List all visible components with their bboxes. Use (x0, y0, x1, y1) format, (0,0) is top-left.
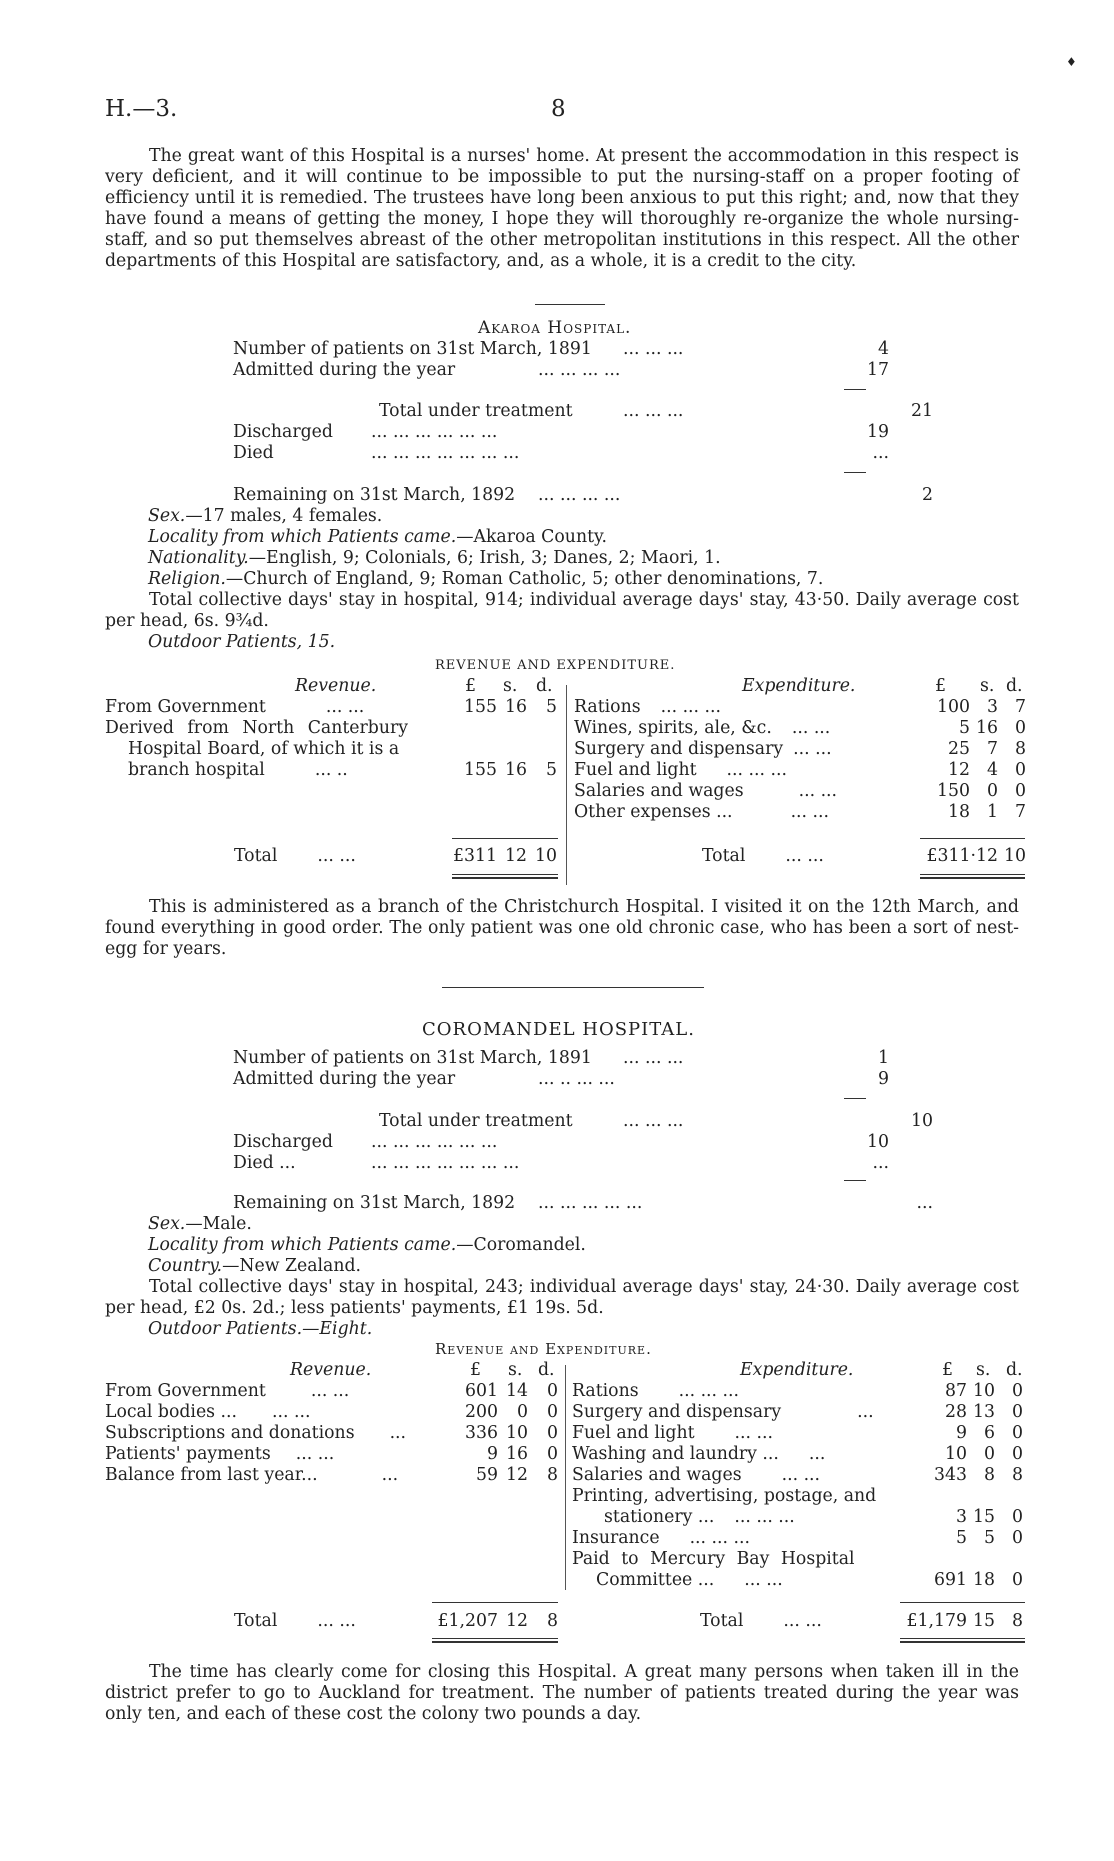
report-code: H.—3. (105, 96, 178, 122)
expenditure-row: Washing and laundry ... ... (572, 1444, 826, 1464)
coromandel-outdoor: Outdoor Patients.—Eight. (148, 1319, 373, 1339)
coromandel-locality: Locality from which Patients came.—Coromandel. (148, 1235, 586, 1255)
page-mark: ♦ (1066, 55, 1077, 69)
expenditure-row: Wines, spirits, ale, &c. ... ... (574, 718, 831, 738)
revenue-row: Patients' payments ... ... (105, 1444, 335, 1464)
expenditure-row: Insurance ... ... ... (572, 1528, 750, 1548)
expenditure-total: Total ... ... (702, 846, 824, 866)
expenditure-row: Salaries and wages ... ... (572, 1465, 821, 1485)
akaroa-title: Akaroa Hospital. (478, 318, 632, 338)
akaroa-outdoor: Outdoor Patients, 15. (148, 632, 336, 652)
revenue-row: From Government ... ... (105, 697, 365, 717)
section-divider (442, 987, 704, 988)
coromandel-country: Country.—New Zealand. (148, 1256, 362, 1276)
intro-paragraph: The great want of this Hospital is a nurses' home. At present the accommodation in this respect is very deficient, and it will continue to be impossible to put the nursing-staff on a proper footing of efficiency until it is remedied. The trustees have long been anxious to put this right; and, now that they have found a means of getting the money, I hope they will thoroughly re-organize the whole nursing-staff, and so put themselves abreast of the other metropolitan institutions in this respect. All the other departments of this Hospital are satisfactory, and, as a whole, it is a credit to the city. (105, 146, 1019, 271)
expenditure-total: Total ... ... (700, 1611, 822, 1631)
akaroa-locality: Locality from which Patients came.—Akaroa County. (148, 527, 607, 547)
coromandel-title: COROMANDEL HOSPITAL. (422, 1019, 695, 1040)
expenditure-row: Other expenses ... ... ... (574, 802, 830, 822)
akaroa-note: This is administered as a branch of the Christchurch Hospital. I visited it on the 12th March, and found everything in good order. The only patient was one old chronic case, who has been a sort of nest-egg for years. (105, 897, 1019, 959)
revenue-row: Local bodies ... ... ... (105, 1402, 311, 1422)
expenditure-row: stationery ... ... ... ... (604, 1507, 795, 1527)
revenue-heading: Revenue. (295, 676, 377, 696)
expenditure-row: Rations ... ... ... (574, 697, 722, 717)
akaroa-stay: Total collective days' stay in hospital, 914; individual average days' stay, 43·50. Daily average cost per head, 6s. 9¾d. (105, 590, 1019, 631)
expenditure-row: Printing, advertising, postage, and (572, 1486, 877, 1506)
akaroa-nationality: Nationality.—English, 9; Colonials, 6; Irish, 3; Danes, 2; Maori, 1. (148, 548, 721, 568)
document-page: H.—3. 8 ♦ The great want of this Hospital is a nurses' home. At present the accommodation in this respect is very deficient, and it will continue to be impossible to put the nursing-staff on a proper footing of efficiency until it is remedied. The trustees have long been anxious to put this right; and, now that they have found a means of getting the money, I hope they will thoroughly re-organize the whole nursing-staff, and so put themselves abreast of the other metropolitan institutions in this respect. All the other departments of this Hospital are satisfactory, and, as a whole, it is a credit to the city. Akaroa Hospital. Number of patients on 31st March, 1891 ... ... ... 4 Admitted during the year ... ... ... ... 17 Total under treatment ... ... ... 21 Discharged ... ... ... ... ... ... 19 Died ... ... ... ... ... ... ... ... Remaining on 31st March, 1892 ... ... ... ... 2 Sex.—17 males, 4 females. Locality from which Patients came.—Akaroa County. Nationality.—English, 9; Colonials, 6; Irish, 3; Danes, 2; Maori, 1. Religion.—Church of England, 9; Roman Catholic, 5; other denominations, 7. Total collective days' stay in hospital, 914; individual average days' stay, 43·50. Daily average cost per head, 6s. 9¾d. Outdoor Patients, 15. REVENUE AND EXPENDITURE. Revenue. £ s. d. Expenditure. £ s. d. From Government ... ... 155 16 5 Derived from North Canterbury Hospital Board, of which it is a branch hospital ... .. 155 16 5 Rations ... ... ... 100 3 7 Wines, spirits, ale, &c. ... ... 5 16 0 Surgery and dispensary ... ... 25 7 8 Fuel and light ... ... ... 12 4 0 Salaries and wages ... ... 150 0 0 Other expenses ... ... ... 18 1 7 Total ... ... £311 12 10 Total ... ... £311·12 10 This is administered as a branch of the Christchurch Hospital. I visited it on the 12th March, and found everything in good order. The only patient was one old chronic case, who has been a sort of nest-egg for years. COROMANDEL HOSPITAL. Number of patients on 31st March, 1891 ... ... ... 1 Admitted during the year ... .. ... ... 9 Total under treatment ... ... ... 10 Discharged ... ... ... ... ... ... 10 Died ... ... ... ... ... ... ... ... ... Remaining on 31st March, 1892 ... ... ... ... ... ... Sex.—Male. Locality from which Patients came.—Coromandel. Country.—New Zealand. Total collective days' stay in hospital, 243; individual average days' stay, 24·30. Daily average cost per head, £2 0s. 2d.; less patients' payments, £1 19s. 5d. Outdoor Patients.—Eight. Revenue and Expenditure. Revenue. £ s. d. Expenditure. £ s. d. From Government ... ... 601 14 0 Local bodies ... ... ... 200 0 0 Subscriptions and donations ... 336 10 0 Patients' payments ... ... 9 16 0 Balance from last year... ... 59 12 8 Rations ... ... ... 87 10 0 Surgery and dispensary ... 28 13 0 Fuel and light ... ... 9 6 0 Washing and laundry ... ... 10 0 0 Salaries and wages ... ... 343 8 8 Printing, advertising, postage, and stationery ... ... ... ... 3 15 0 Insurance ... ... ... 5 5 0 Paid to Mercury Bay Hospital Committee ... ... ... 691 18 0 Total ... ... £1,207 12 8 Total ... ... £1,179 15 8 The time has clearly come for closing this Hospital. A great many persons when taken ill in the district prefer to go to Auckland for treatment. The number of patients treated during the year was only ten, and each of these cost the colony two pounds a day. (105, 55, 1077, 1724)
akaroa-sex: Sex.—17 males, 4 females. (148, 506, 383, 526)
table-divider (565, 1365, 566, 1590)
table-divider (566, 685, 567, 885)
revenue-row: branch hospital ... .. (128, 760, 348, 780)
expenditure-row: Salaries and wages ... ... (574, 781, 838, 801)
coromandel-note: The time has clearly come for closing this Hospital. A great many persons when taken ill in the district prefer to go to Auckland for treatment. The number of patients treated during the year was only ten, and each of these cost the colony two pounds a day. (105, 1662, 1019, 1724)
expenditure-heading: Expenditure. (742, 676, 856, 696)
revenue-heading: Revenue. (290, 1360, 372, 1380)
revenue-row: Balance from last year... ... (105, 1465, 399, 1485)
expenditure-row: Rations ... ... ... (572, 1381, 740, 1401)
expenditure-row: Surgery and dispensary ... ... (574, 739, 832, 759)
expenditure-heading: Expenditure. (740, 1360, 854, 1380)
expenditure-row: Surgery and dispensary ... (572, 1402, 874, 1422)
revenue-total: Total ... ... (234, 1611, 356, 1631)
revenue-row: Hospital Board, of which it is a (128, 739, 400, 759)
revenue-row: From Government ... ... (105, 1381, 350, 1401)
revenue-row: Subscriptions and donations ... (105, 1423, 407, 1443)
section-divider (535, 304, 605, 305)
expenditure-row: Paid to Mercury Bay Hospital (572, 1549, 855, 1569)
coromandel-stay: Total collective days' stay in hospital, 243; individual average days' stay, 24·30. Daily average cost per head, £2 0s. 2d.; less patients' payments, £1 19s. 5d. (105, 1277, 1019, 1318)
table-title: REVENUE AND EXPENDITURE. (435, 658, 676, 673)
page-number: 8 (551, 96, 566, 122)
revenue-row: Derived from North Canterbury (105, 718, 409, 738)
expenditure-row: Fuel and light ... ... ... (574, 760, 787, 780)
expenditure-row: Fuel and light ... ... (572, 1423, 773, 1443)
revenue-total: Total ... ... (234, 846, 356, 866)
expenditure-row: Committee ... ... ... (596, 1570, 783, 1590)
coromandel-sex: Sex.—Male. (148, 1214, 252, 1234)
table-title: Revenue and Expenditure. (435, 1340, 652, 1358)
akaroa-religion: Religion.—Church of England, 9; Roman Catholic, 5; other denominations, 7. (148, 569, 824, 589)
